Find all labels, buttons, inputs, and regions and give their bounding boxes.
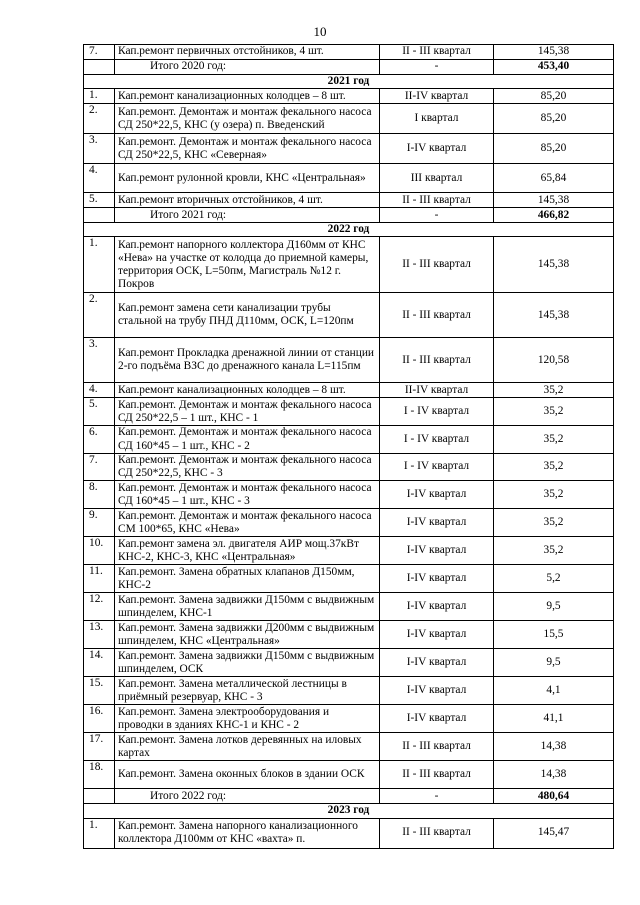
row-number: 16. — [84, 705, 115, 733]
work-amount: 145,47 — [494, 818, 614, 848]
table-row — [84, 89, 614, 104]
table-row — [84, 45, 614, 60]
work-period: II-IV квартал — [380, 89, 494, 104]
work-description: Кап.ремонт. Демонтаж и монтаж фекального насоса СД 250*22,5 – 1 шт., КНС - 1 — [115, 398, 380, 426]
row-number: 5. — [84, 398, 115, 426]
work-description: Кап.ремонт. Замена обратных клапанов Д150мм, КНС-2 — [115, 565, 380, 593]
year-total-period: - — [380, 60, 494, 75]
work-amount: 145,38 — [494, 45, 614, 60]
work-amount: 35,2 — [494, 426, 614, 453]
work-period: I-IV квартал — [380, 481, 494, 509]
work-description: Кап.ремонт. Демонтаж и монтаж фекального насоса СД 160*45 – 1 шт., КНС - 3 — [115, 481, 380, 509]
table-row — [84, 293, 614, 338]
table-row — [84, 104, 614, 134]
total-num-cell — [84, 789, 115, 804]
work-description: Кап.ремонт. Замена задвижки Д200мм с выдвижным шпинделем, КНС «Центральная» — [115, 621, 380, 649]
work-description: Кап.ремонт Прокладка дренажной линии от станции 2-го подъёма ВЗС до дренажного канала L=115пм — [115, 338, 380, 383]
work-amount: 145,38 — [494, 237, 614, 293]
year-total-label: Итого 2022 год: — [115, 789, 380, 804]
work-description: Кап.ремонт замена эл. двигателя АИР мощ.37кВт КНС-2, КНС-3, КНС «Центральная» — [115, 537, 380, 565]
row-number: 2. — [84, 104, 115, 134]
table-row — [84, 338, 614, 383]
work-amount: 14,38 — [494, 733, 614, 761]
work-period: II - III квартал — [380, 733, 494, 761]
table-row — [84, 509, 614, 537]
work-period: II-IV квартал — [380, 383, 494, 398]
work-amount: 14,38 — [494, 761, 614, 789]
work-amount: 85,20 — [494, 89, 614, 104]
year-total-period: - — [380, 208, 494, 223]
work-description: Кап.ремонт вторичных отстойников, 4 шт. — [115, 193, 380, 208]
work-amount: 35,2 — [494, 509, 614, 537]
row-number: 8. — [84, 481, 115, 509]
work-period: II - III квартал — [380, 293, 494, 338]
work-period: III квартал — [380, 164, 494, 193]
work-amount: 85,20 — [494, 104, 614, 134]
work-amount: 35,2 — [494, 453, 614, 480]
table-row — [84, 237, 614, 293]
work-period: I-IV квартал — [380, 537, 494, 565]
work-period: II - III квартал — [380, 45, 494, 60]
row-number: 5. — [84, 193, 115, 208]
work-description: Кап.ремонт. Замена металлической лестницы в приёмный резервуар, КНС - 3 — [115, 677, 380, 705]
table-row — [84, 565, 614, 593]
year-total-period: - — [380, 789, 494, 804]
work-amount: 5,2 — [494, 565, 614, 593]
row-number: 3. — [84, 134, 115, 164]
work-amount: 35,2 — [494, 383, 614, 398]
work-period: II - III квартал — [380, 338, 494, 383]
row-number: 4. — [84, 383, 115, 398]
table-row — [84, 649, 614, 677]
work-period: II - III квартал — [380, 818, 494, 848]
work-amount: 4,1 — [494, 677, 614, 705]
row-number: 7. — [84, 45, 115, 60]
year-total-row — [84, 789, 614, 804]
work-description: Кап.ремонт рулонной кровли, КНС «Центральная» — [115, 164, 380, 193]
year-header-row — [84, 75, 614, 89]
work-description: Кап.ремонт. Замена оконных блоков в здании ОСК — [115, 761, 380, 789]
work-period: I-IV квартал — [380, 649, 494, 677]
work-description: Кап.ремонт канализационных колодцев – 8 шт. — [115, 383, 380, 398]
work-period: II - III квартал — [380, 193, 494, 208]
work-period: I-IV квартал — [380, 565, 494, 593]
row-number: 13. — [84, 621, 115, 649]
table-row — [84, 705, 614, 733]
capital-repair-table — [83, 44, 614, 849]
row-number: 9. — [84, 509, 115, 537]
table-row — [84, 193, 614, 208]
year-total-row — [84, 60, 614, 75]
work-amount: 15,5 — [494, 621, 614, 649]
work-description: Кап.ремонт. Демонтаж и монтаж фекального насоса СД 250*22,5, КНС (у озера) п. Введенский — [115, 104, 380, 134]
table-row — [84, 426, 614, 453]
row-number: 1. — [84, 237, 115, 293]
work-period: I-IV квартал — [380, 134, 494, 164]
work-description: Кап.ремонт первичных отстойников, 4 шт. — [115, 45, 380, 60]
year-total-row — [84, 208, 614, 223]
table-row — [84, 398, 614, 426]
row-number: 6. — [84, 426, 115, 453]
year-heading: 2023 год — [84, 804, 614, 818]
work-description: Кап.ремонт. Демонтаж и монтаж фекального насоса СД 250*22,5, КНС - 3 — [115, 453, 380, 480]
work-amount: 35,2 — [494, 537, 614, 565]
row-number: 4. — [84, 164, 115, 193]
row-number: 1. — [84, 89, 115, 104]
row-number: 10. — [84, 537, 115, 565]
work-description: Кап.ремонт. Демонтаж и монтаж фекального насоса СД 160*45 – 1 шт., КНС - 2 — [115, 426, 380, 453]
work-period: I-IV квартал — [380, 705, 494, 733]
work-description: Кап.ремонт. Замена задвижки Д150мм с выдвижным шпинделем, ОСК — [115, 649, 380, 677]
table-row — [84, 537, 614, 565]
table-row — [84, 621, 614, 649]
table-row — [84, 383, 614, 398]
work-description: Кап.ремонт. Замена задвижки Д150мм с выдвижным шпинделем, КНС-1 — [115, 593, 380, 621]
table-row — [84, 761, 614, 789]
total-num-cell — [84, 208, 115, 223]
table-row — [84, 134, 614, 164]
work-description: Кап.ремонт. Демонтаж и монтаж фекального насоса СД 250*22,5, КНС «Северная» — [115, 134, 380, 164]
year-heading: 2022 год — [84, 223, 614, 237]
year-header-row — [84, 804, 614, 818]
row-number: 15. — [84, 677, 115, 705]
work-amount: 9,5 — [494, 649, 614, 677]
work-period: II - III квартал — [380, 761, 494, 789]
table-body — [84, 45, 614, 849]
year-total-amount: 453,40 — [494, 60, 614, 75]
work-description: Кап.ремонт канализационных колодцев – 8 шт. — [115, 89, 380, 104]
row-number: 17. — [84, 733, 115, 761]
work-description: Кап.ремонт. Замена электрооборудования и проводки в зданиях КНС-1 и КНС - 2 — [115, 705, 380, 733]
work-amount: 65,84 — [494, 164, 614, 193]
row-number: 1. — [84, 818, 115, 848]
table-row — [84, 818, 614, 848]
row-number: 2. — [84, 293, 115, 338]
work-amount: 9,5 — [494, 593, 614, 621]
work-period: II - III квартал — [380, 237, 494, 293]
work-amount: 85,20 — [494, 134, 614, 164]
year-header-row — [84, 223, 614, 237]
table-row — [84, 733, 614, 761]
work-description: Кап.ремонт. Замена лотков деревянных на иловых картах — [115, 733, 380, 761]
year-heading: 2021 год — [84, 75, 614, 89]
row-number: 12. — [84, 593, 115, 621]
work-description: Кап.ремонт замена сети канализации трубы стальной на трубу ПНД Д110мм, ОСК, L=120пм — [115, 293, 380, 338]
year-total-amount: 466,82 — [494, 208, 614, 223]
table-row — [84, 677, 614, 705]
row-number: 18. — [84, 761, 115, 789]
row-number: 7. — [84, 453, 115, 480]
table-row — [84, 453, 614, 480]
work-amount: 145,38 — [494, 293, 614, 338]
work-description: Кап.ремонт напорного коллектора Д160мм от КНС «Нева» на участке от колодца до приемной камеры, территория ОСК, L=50пм, Магистраль №12 г. Покров — [115, 237, 380, 293]
work-period: I квартал — [380, 104, 494, 134]
row-number: 3. — [84, 338, 115, 383]
work-amount: 35,2 — [494, 481, 614, 509]
work-period: I-IV квартал — [380, 621, 494, 649]
work-description: Кап.ремонт. Замена напорного канализационного коллектора Д100мм от КНС «вахта» п. — [115, 818, 380, 848]
table-row — [84, 481, 614, 509]
work-amount: 41,1 — [494, 705, 614, 733]
table-row — [84, 164, 614, 193]
work-description: Кап.ремонт. Демонтаж и монтаж фекального насоса СМ 100*65, КНС «Нева» — [115, 509, 380, 537]
year-total-label: Итого 2020 год: — [115, 60, 380, 75]
year-total-amount: 480,64 — [494, 789, 614, 804]
work-period: I - IV квартал — [380, 453, 494, 480]
total-num-cell — [84, 60, 115, 75]
row-number: 11. — [84, 565, 115, 593]
row-number: 14. — [84, 649, 115, 677]
work-period: I-IV квартал — [380, 593, 494, 621]
work-amount: 145,38 — [494, 193, 614, 208]
work-amount: 120,58 — [494, 338, 614, 383]
work-period: I - IV квартал — [380, 426, 494, 453]
work-amount: 35,2 — [494, 398, 614, 426]
page-number: 10 — [313, 24, 327, 39]
work-period: I-IV квартал — [380, 677, 494, 705]
work-period: I - IV квартал — [380, 398, 494, 426]
year-total-label: Итого 2021 год: — [115, 208, 380, 223]
table-row — [84, 593, 614, 621]
work-period: I-IV квартал — [380, 509, 494, 537]
